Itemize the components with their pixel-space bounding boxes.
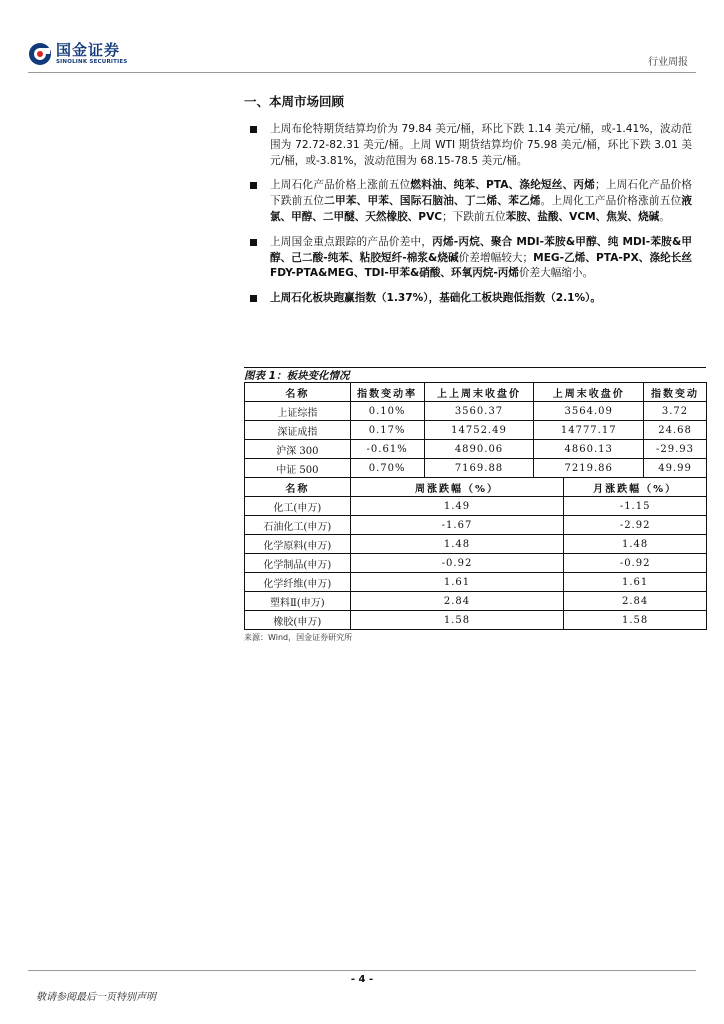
table-header-cell: 名称: [245, 383, 351, 402]
figure-source: 来源：Wind，国金证券研究所: [244, 633, 353, 642]
bullet-text: ；上周石化产品价格下跌前五位: [270, 179, 693, 208]
table-row: [245, 535, 707, 554]
table-cell: 49.99: [644, 459, 707, 478]
table-row: [245, 516, 707, 535]
table-cell: 化学纤维(申万): [245, 573, 351, 592]
table-cell: 化学制品(申万): [245, 554, 351, 573]
table-row: [245, 611, 707, 630]
table-cell: -2.92: [564, 516, 707, 535]
table-cell: 1.58: [564, 611, 707, 630]
table-cell: 中证 500: [245, 459, 351, 478]
table-row: [245, 573, 707, 592]
table-cell: 化工(申万): [245, 497, 351, 516]
bullet-text: 上周石化产品价格上涨前五位: [270, 179, 411, 192]
table-cell: 14752.49: [424, 421, 534, 440]
table-cell: 0.70%: [350, 459, 424, 478]
bullet-bold-text: 上周石化板块跑赢指数（1.37%），基础化工板块跑低指数（2.1%）。: [270, 292, 601, 305]
table-cell: 7169.88: [424, 459, 534, 478]
table-cell: 塑料Ⅱ(申万): [245, 592, 351, 611]
bullet-text: 。: [659, 210, 670, 223]
bullet-bold-text: 液氯、甲醇、二甲醚、天然橡胶、PVC: [270, 195, 693, 223]
table-cell: 橡胶(申万): [245, 611, 351, 630]
table-cell: 1.61: [350, 573, 564, 592]
bullet-item: [250, 291, 692, 307]
table-row: [245, 459, 707, 478]
table-header-cell: 上上周末收盘价: [424, 383, 534, 402]
table-header-cell: 名称: [245, 478, 351, 497]
logo-english-text: SINOLINK SECURITIES: [56, 58, 128, 65]
figure-title: 图表 1：板块变化情况: [244, 370, 350, 382]
table-cell: 沪深 300: [245, 440, 351, 459]
table-cell: -1.15: [564, 497, 707, 516]
table-cell: -29.93: [644, 440, 707, 459]
table-cell: 4890.06: [424, 440, 534, 459]
bullet-item: [250, 122, 692, 169]
table-header-row: [245, 478, 707, 497]
section-title: 一、本周市场回顾: [244, 94, 345, 109]
footer-divider: [28, 970, 696, 971]
table-cell: 上证综指: [245, 402, 351, 421]
table-cell: 0.17%: [350, 421, 424, 440]
bullet-text: 。上周化工产品价格涨前五位: [540, 195, 682, 208]
bullet-item: [250, 235, 692, 282]
table-cell: 3.72: [644, 402, 707, 421]
table-cell: 3560.37: [424, 402, 534, 421]
bullet-list: [250, 122, 692, 316]
table-header-cell: 上周末收盘价: [534, 383, 644, 402]
square-bullet-icon: [250, 126, 257, 133]
table-cell: 14777.17: [534, 421, 644, 440]
report-type: 行业周报: [648, 57, 688, 68]
table-row: [245, 592, 707, 611]
table-header-cell: 周涨跌幅（%）: [350, 478, 564, 497]
bullet-text: ；下跌前五位: [442, 210, 506, 223]
table-header-row: [245, 383, 707, 402]
bullet-bold-text: 苯胺、盐酸、VCM、焦炭、烧碱: [505, 210, 660, 223]
table-row: [245, 421, 707, 440]
table-header-cell: 月涨跌幅（%）: [564, 478, 707, 497]
table-cell: -0.92: [350, 554, 564, 573]
bullet-text: 价差大幅缩小。: [518, 267, 594, 280]
table-cell: -0.92: [564, 554, 707, 573]
table-cell: 24.68: [644, 421, 707, 440]
table-cell: 1.49: [350, 497, 564, 516]
header-divider: [28, 72, 696, 73]
square-bullet-icon: [250, 239, 257, 246]
bullet-item: [250, 178, 692, 225]
table-cell: 深证成指: [245, 421, 351, 440]
table-row: [245, 440, 707, 459]
page-number: - 4 -: [350, 974, 374, 985]
sector-change-table: [244, 382, 707, 630]
table-cell: 石油化工(申万): [245, 516, 351, 535]
bullet-bold-text: 丙烯-丙烷、聚合 MDI-苯胺&甲醇、纯 MDI-苯胺&甲醇、己二酸-纯苯、粘胶短纤-棉浆&烧碱: [270, 235, 693, 264]
bullet-text: 价差增幅较大；: [458, 251, 534, 264]
table-cell: 2.84: [564, 592, 707, 611]
table-cell: 7219.86: [534, 459, 644, 478]
table-cell: 1.58: [350, 611, 564, 630]
table-cell: 1.48: [564, 535, 707, 554]
table-row: [245, 554, 707, 573]
square-bullet-icon: [250, 295, 257, 302]
sinolink-logo-icon: [28, 42, 52, 66]
square-bullet-icon: [250, 182, 257, 189]
company-logo: [28, 40, 127, 68]
table-cell: -1.67: [350, 516, 564, 535]
table-row: [245, 497, 707, 516]
table-cell: 2.84: [350, 592, 564, 611]
table-row: [245, 402, 707, 421]
disclaimer-note: 敬请参阅最后一页特别声明: [36, 992, 156, 1003]
bullet-text: 上周国金重点跟踪的产品价差中，: [270, 235, 433, 248]
bullet-bold-text: MEG-乙烯、PTA-PX、涤纶长丝 FDY-PTA&MEG、TDI-甲苯&硝酸、环氧丙烷-丙烯: [270, 251, 692, 280]
bullet-bold-text: 二甲苯、甲苯、国际石脑油、丁二烯、苯乙烯: [324, 195, 541, 208]
table-header-cell: 指数变动率: [350, 383, 424, 402]
table-cell: 1.48: [350, 535, 564, 554]
table-cell: 1.61: [564, 573, 707, 592]
table-cell: -0.61%: [350, 440, 424, 459]
table-cell: 0.10%: [350, 402, 424, 421]
bullet-text: 上周布伦特期货结算均价为 79.84 美元/桶，环比下跌 1.14 美元/桶，或-1.41%，波动范围为 72.72-82.31 美元/桶。上周 WTI 期货结算均价 75.98 美元/桶，环比下跌 3.01 美元/桶，或-3.81%，波动范围为 68.15-78.5 美元/桶。: [270, 123, 692, 167]
table-cell: 化学原料(申万): [245, 535, 351, 554]
table-cell: 4860.13: [534, 440, 644, 459]
logo-chinese-text: 国金证券: [56, 40, 121, 59]
table-cell: 3564.09: [534, 402, 644, 421]
bullet-bold-text: 燃料油、纯苯、PTA、涤纶短丝、丙烯: [410, 179, 596, 192]
table-header-cell: 指数变动: [644, 383, 707, 402]
